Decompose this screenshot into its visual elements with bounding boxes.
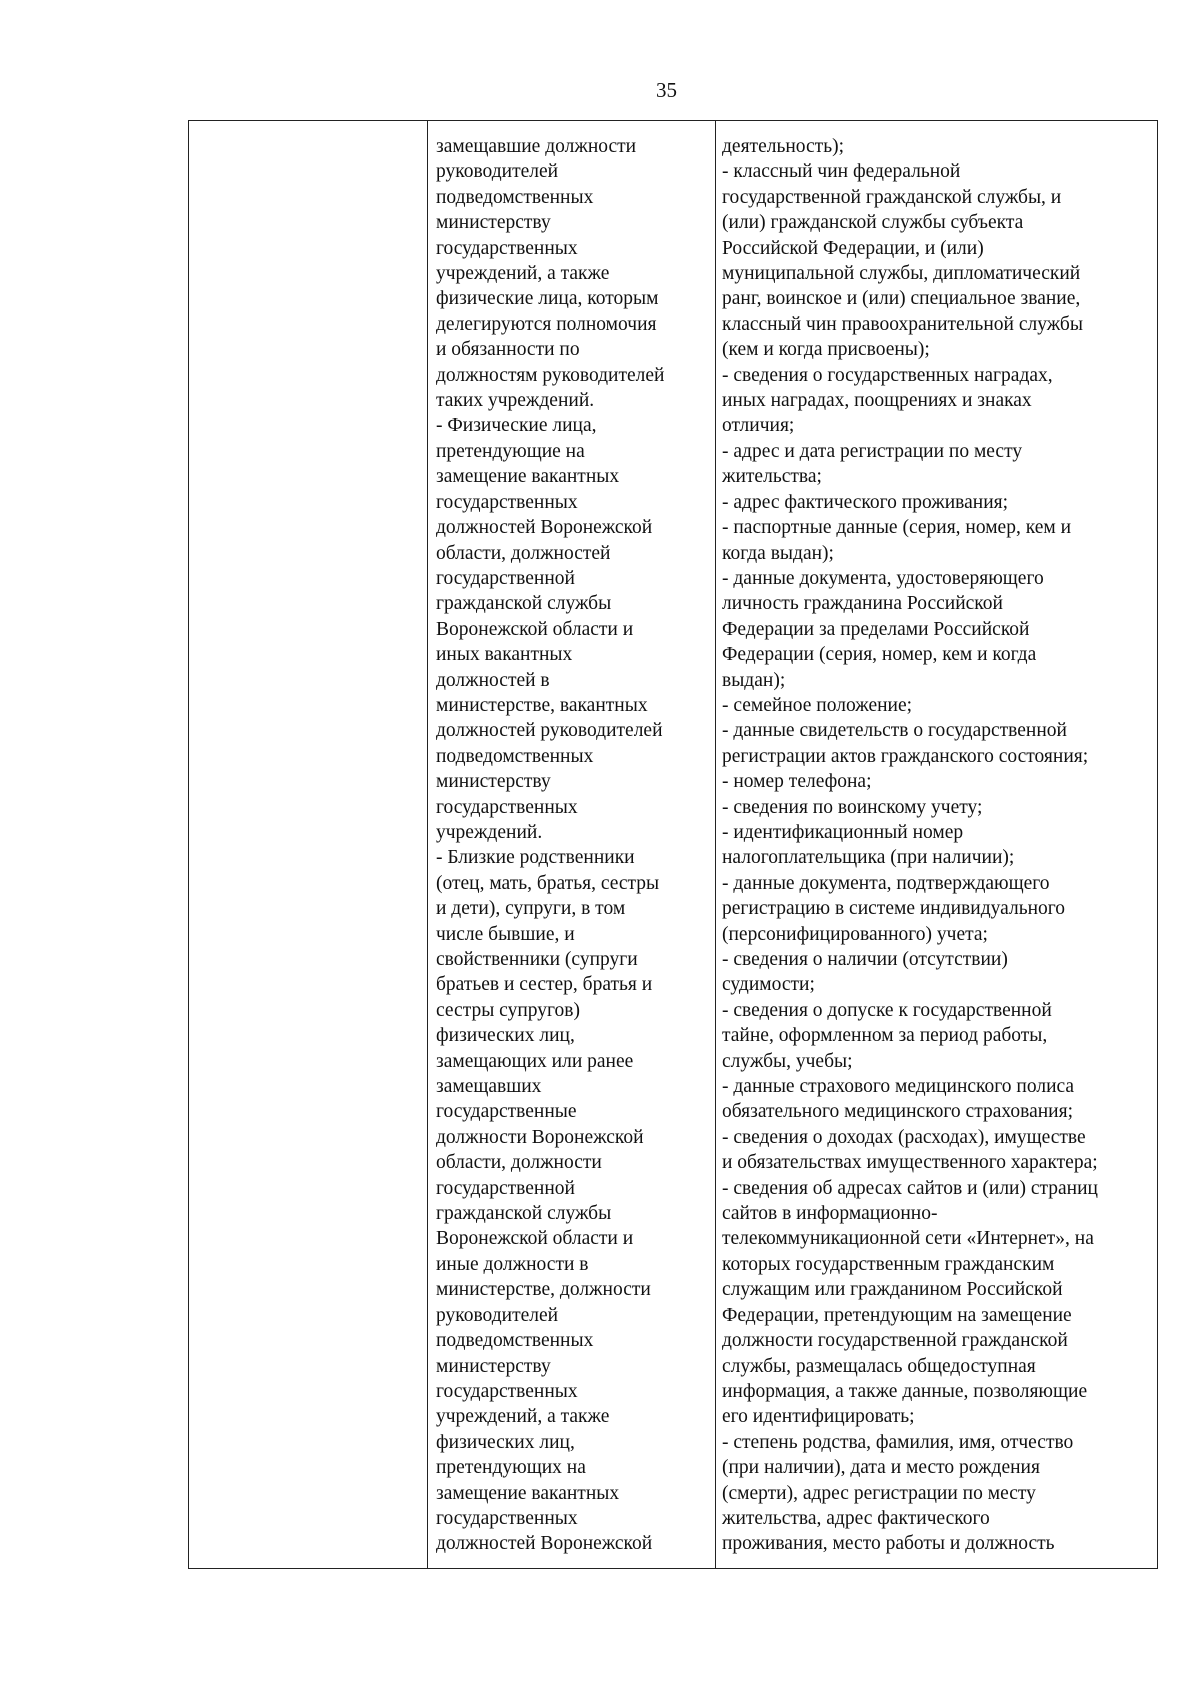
data-category-line: - степень родства, фамилия, имя, отчество: [722, 1431, 1074, 1453]
subjects-line: братьев и сестер, братья и: [436, 974, 653, 996]
data-category-line: тайне, оформленном за период работы,: [722, 1025, 1048, 1047]
cell-lines: [428, 121, 715, 1557]
subjects-line: должностей Воронежской: [436, 517, 653, 539]
subjects-line: должностей руководителей: [436, 720, 663, 742]
data-category-line: телекоммуникационной сети «Интернет», на: [722, 1228, 1094, 1250]
subjects-line: должностей Воронежской: [436, 1533, 653, 1555]
data-category-line: - данные свидетельств о государственной: [722, 720, 1067, 742]
data-category-line: регистрацию в системе индивидуального: [722, 898, 1066, 920]
subjects-line: должности Воронежской: [436, 1126, 644, 1148]
data-category-line: - сведения о наличии (отсутствии): [722, 949, 1008, 970]
subjects-line: замещавшие должности: [436, 136, 637, 157]
data-category-line: - классный чин федеральной: [722, 161, 961, 183]
data-category-line: - сведения об адресах сайтов и (или) страниц: [722, 1177, 1098, 1199]
table-row: [189, 121, 1158, 1569]
data-table: [188, 120, 1158, 1569]
data-category-line: иных наградах, поощрениях и знаках: [722, 390, 1032, 412]
data-category-line: службы, учебы;: [722, 1050, 853, 1072]
data-category-line: служащим или гражданином Российской: [722, 1279, 1063, 1301]
subjects-line: свойственники (супруги: [436, 949, 638, 970]
data-category-line: - данные документа, удостоверяющего: [722, 567, 1044, 589]
subjects-line: замещавших: [436, 1076, 542, 1098]
subjects-line: руководителей: [436, 161, 559, 183]
subjects-line: министерстве, должности: [436, 1279, 651, 1301]
subjects-line: физические лица, которым: [436, 288, 659, 310]
cell-lines: [716, 121, 1157, 1557]
subjects-line: и дети), супруги, в том: [436, 898, 626, 920]
subjects-line: подведомственных: [436, 1330, 594, 1352]
subjects-line: государственных: [436, 237, 578, 259]
data-category-line: Федерации (серия, номер, кем и когда: [722, 644, 1037, 666]
data-category-line: Федерации за пределами Российской: [722, 618, 1030, 640]
subjects-line: государственные: [436, 1101, 577, 1123]
data-category-line: когда выдан);: [722, 542, 834, 564]
subjects-line: замещение вакантных: [436, 466, 620, 488]
subjects-line: должностей в: [436, 669, 550, 691]
subjects-line: Воронежской области и: [436, 618, 634, 640]
data-category-line: - адрес и дата регистрации по месту: [722, 440, 1023, 462]
data-category-line: информация, а также данные, позволяющие: [722, 1380, 1088, 1402]
data-category-line: жительства;: [722, 466, 822, 488]
data-category-line: (персонифицированного) учета;: [722, 923, 988, 945]
data-category-line: должности государственной гражданской: [722, 1330, 1068, 1352]
subjects-line: государственных: [436, 796, 578, 818]
subjects-line: области, должности: [436, 1152, 602, 1174]
data-category-line: - идентификационный номер: [722, 821, 964, 843]
subjects-line: государственной: [436, 567, 575, 589]
subjects-line: - Близкие родственники: [436, 847, 635, 869]
subjects-line: государственных: [436, 1380, 578, 1402]
data-category-line: классный чин правоохранительной службы: [722, 313, 1083, 335]
subjects-line: Воронежской области и: [436, 1228, 634, 1250]
subjects-line: учреждений.: [436, 821, 543, 843]
data-category-line: - семейное положение;: [722, 694, 913, 716]
data-category-line: регистрации актов гражданского состояния;: [722, 745, 1089, 767]
subjects-line: иные должности в: [436, 1253, 589, 1275]
data-category-line: деятельность);: [722, 136, 844, 157]
data-category-line: (кем и когда присвоены);: [722, 339, 930, 361]
subjects-line: подведомственных: [436, 745, 594, 767]
data-category-line: - данные документа, подтверждающего: [722, 872, 1050, 894]
subjects-line: учреждений, а также: [436, 263, 610, 285]
data-category-line: обязательного медицинского страхования;: [722, 1101, 1073, 1123]
subjects-line: таких учреждений.: [436, 390, 595, 412]
data-category-line: и обязательствах имущественного характера;: [722, 1152, 1098, 1174]
subjects-line: министерству: [436, 771, 551, 793]
data-category-line: судимости;: [722, 974, 815, 996]
subjects-line: области, должностей: [436, 542, 611, 564]
subjects-line: физических лиц,: [436, 1025, 575, 1047]
subjects-line: государственных: [436, 491, 578, 513]
cell-lines: [189, 121, 427, 134]
subjects-line: делегируются полномочия: [436, 313, 657, 335]
subjects-line: гражданской службы: [436, 593, 612, 615]
subjects-line: иных вакантных: [436, 644, 573, 666]
data-category-line: (смерти), адрес регистрации по месту: [722, 1482, 1036, 1504]
data-category-line: - сведения о государственных наградах,: [722, 364, 1053, 386]
data-category-line: ранг, воинское и (или) специальное звание,: [722, 288, 1081, 310]
subjects-line: (отец, мать, братья, сестры: [436, 872, 660, 894]
data-category-line: налогоплательщика (при наличии);: [722, 847, 1015, 869]
subjects-line: претендующие на: [436, 440, 585, 462]
table-cell-number: [189, 121, 428, 1569]
subjects-line: подведомственных: [436, 186, 594, 208]
data-category-line: - сведения о допуске к государственной: [722, 999, 1052, 1021]
data-category-line: государственной гражданской службы, и: [722, 186, 1062, 208]
data-category-line: (или) гражданской службы субъекта: [722, 212, 1024, 234]
subjects-line: министерству: [436, 212, 551, 234]
subjects-line: министерстве, вакантных: [436, 694, 648, 716]
data-category-line: выдан);: [722, 669, 786, 691]
subjects-line: и обязанности по: [436, 339, 580, 361]
subjects-line: числе бывшие, и: [436, 923, 575, 945]
data-category-line: - сведения о доходах (расходах), имуществе: [722, 1126, 1086, 1148]
subjects-line: сестры супругов): [436, 999, 580, 1021]
data-category-line: муниципальной службы, дипломатический: [722, 263, 1081, 285]
subjects-line: учреждений, а также: [436, 1406, 610, 1428]
data-category-line: сайтов в информационно-: [722, 1203, 938, 1225]
data-category-line: - номер телефона;: [722, 771, 872, 793]
data-category-line: - сведения по воинскому учету;: [722, 796, 983, 818]
subjects-line: должностям руководителей: [436, 364, 665, 386]
data-category-line: службы, размещалась общедоступная: [722, 1355, 1036, 1377]
table-cell-data-categories: [716, 121, 1158, 1569]
table-cell-subjects: [428, 121, 716, 1569]
data-category-line: Федерации, претендующим на замещение: [722, 1304, 1072, 1326]
subjects-line: руководителей: [436, 1304, 559, 1326]
subjects-line: министерству: [436, 1355, 551, 1377]
data-category-line: личность гражданина Российской: [722, 593, 1003, 615]
subjects-line: претендующих на: [436, 1457, 586, 1479]
subjects-line: гражданской службы: [436, 1203, 612, 1225]
subjects-line: физических лиц,: [436, 1431, 575, 1453]
subjects-line: замещающих или ранее: [436, 1050, 634, 1072]
data-category-line: - паспортные данные (серия, номер, кем и: [722, 517, 1072, 539]
data-category-line: - данные страхового медицинского полиса: [722, 1076, 1075, 1098]
subjects-line: государственной: [436, 1177, 575, 1199]
data-category-line: проживания, место работы и должность: [722, 1533, 1055, 1555]
subjects-line: государственных: [436, 1507, 578, 1529]
data-category-line: отличия;: [722, 415, 795, 437]
data-category-line: его идентифицировать;: [722, 1406, 915, 1428]
data-category-line: которых государственным гражданским: [722, 1253, 1055, 1275]
data-category-line: Российской Федерации, и (или): [722, 237, 984, 259]
page-number: 35: [656, 78, 677, 102]
data-category-line: жительства, адрес фактического: [722, 1507, 990, 1529]
subjects-line: - Физические лица,: [436, 415, 597, 437]
data-category-line: - адрес фактического проживания;: [722, 491, 1009, 513]
subjects-line: замещение вакантных: [436, 1482, 620, 1504]
data-category-line: (при наличии), дата и место рождения: [722, 1457, 1040, 1479]
